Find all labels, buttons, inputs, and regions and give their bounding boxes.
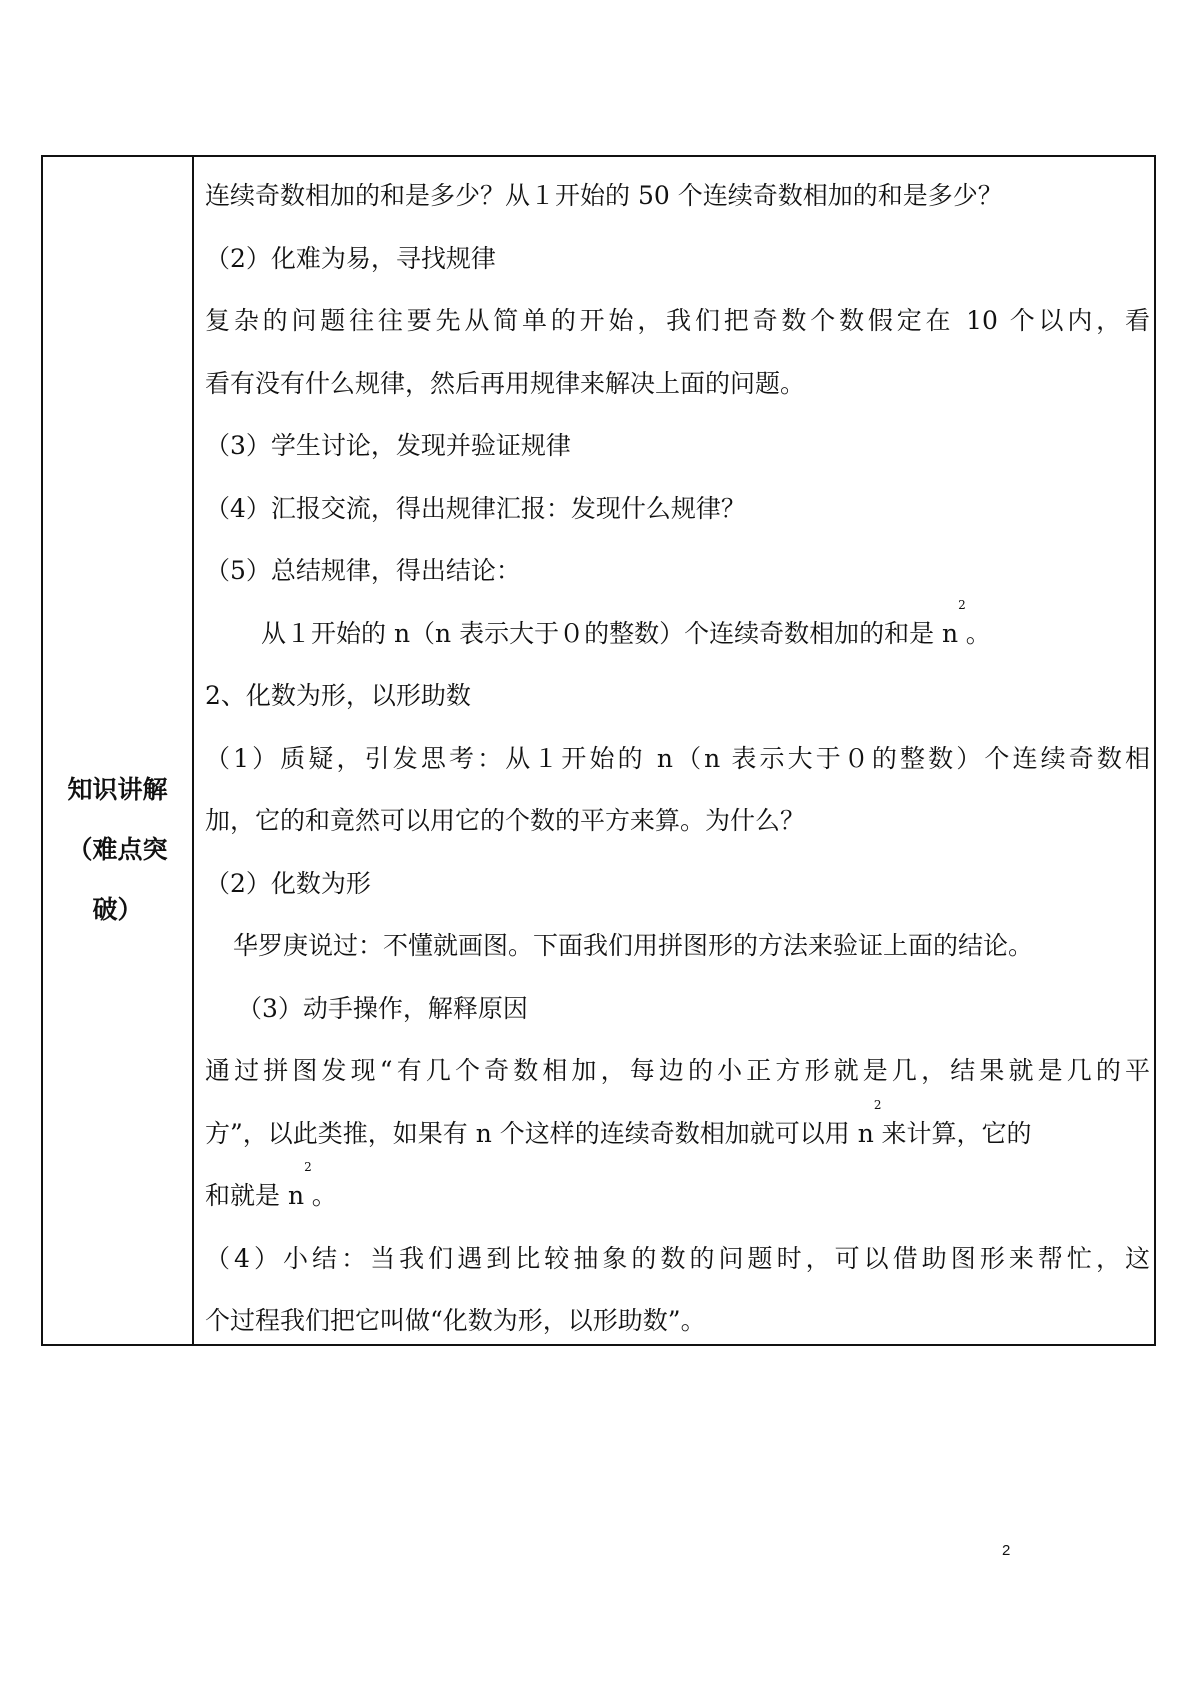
section-label <box>41 760 194 940</box>
superscript: 2 <box>958 597 966 612</box>
step-heading: （2）化难为易，寻找规律 <box>205 243 496 273</box>
section-label-line: 破） <box>92 895 143 924</box>
step-heading: （5）总结规律，得出结论： <box>205 556 521 585</box>
text-segment: 和就是 n <box>205 1181 305 1210</box>
step-heading: （3）学生讨论，发现并验证规律 <box>205 431 571 460</box>
paragraph-line: （1）质疑，引发思考：从１开始的 n（n 表示大于０的整数）个连续奇数相 <box>205 743 1150 773</box>
paragraph-line: 个过程我们把它叫做“化数为形，以形助数”。 <box>205 1306 706 1335</box>
step-heading: （2）化数为形 <box>205 868 371 898</box>
paragraph-line: 加，它的和竟然可以用它的个数的平方来算。为什么？ <box>205 806 806 835</box>
paragraph-line: 连续奇数相加的和是多少？从１开始的 50 个连续奇数相加的和是多少？ <box>205 181 1003 210</box>
section-heading: 2、化数为形，以形助数 <box>205 681 471 710</box>
step-heading: （3）动手操作，解释原因 <box>237 993 528 1023</box>
text-segment: 来计算，它的 <box>881 1118 1032 1148</box>
paragraph-line <box>205 1160 1150 1228</box>
paragraph-line: 通过拼图发现“有几个奇数相加，每边的小正方形就是几，结果就是几的平 <box>205 1056 1150 1085</box>
conclusion-line <box>205 597 1150 666</box>
superscript: 2 <box>304 1160 312 1174</box>
superscript: 2 <box>873 1097 882 1112</box>
section-label-line: （难点突 <box>67 835 168 864</box>
text-segment: 。 <box>311 1181 337 1210</box>
paragraph-line: 看有没有什么规律，然后再用规律来解决上面的问题。 <box>205 368 806 398</box>
conclusion-text: 从１开始的 n（n 表示大于０的整数）个连续奇数相加的和是 n <box>261 618 959 648</box>
paragraph-line: 华罗庚说过：不懂就画图。下面我们用拼图形的方法来验证上面的结论。 <box>233 931 1034 960</box>
paragraph-line: （4）小结：当我们遇到比较抽象的数的问题时，可以借助图形来帮忙，这 <box>205 1243 1150 1273</box>
text-segment: 方”，以此类推，如果有 n 个这样的连续奇数相加就可以用 n <box>205 1118 874 1148</box>
content-body <box>205 165 1150 1353</box>
page-number: 2 <box>1002 1542 1011 1559</box>
step-heading: （4）汇报交流，得出规律汇报：发现什么规律？ <box>205 493 746 523</box>
conclusion-end: 。 <box>965 618 991 648</box>
paragraph-line <box>205 1097 1150 1166</box>
section-label-line: 知识讲解 <box>67 775 168 804</box>
paragraph-line: 复杂的问题往往要先从简单的开始，我们把奇数个数假定在 10 个以内，看 <box>205 306 1150 335</box>
section-label-cell <box>42 156 193 1345</box>
